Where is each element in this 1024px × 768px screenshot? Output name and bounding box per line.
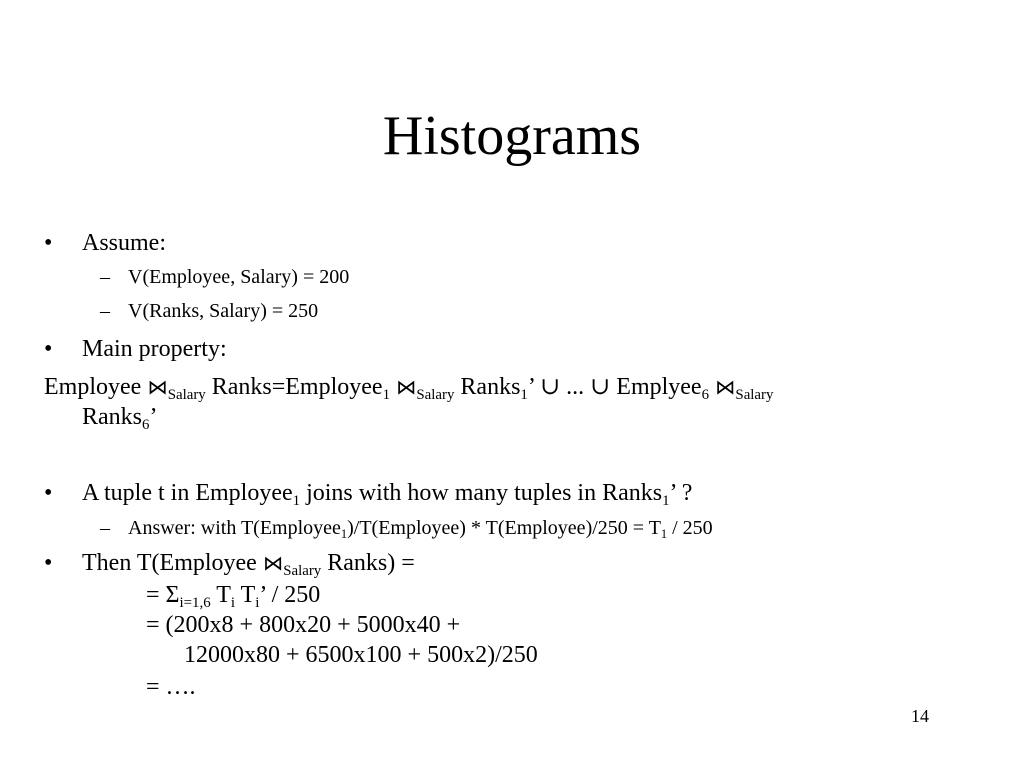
page-number: 14 bbox=[911, 706, 929, 726]
q-text: joins with how many tuples in Ranks bbox=[300, 480, 663, 506]
then-line-sum bbox=[146, 580, 320, 610]
a-text: Answer: with T(Employee bbox=[128, 517, 341, 539]
eq-text: Employee bbox=[44, 374, 142, 400]
assume-item-text: V(Ranks, Salary) = 250 bbox=[128, 300, 319, 322]
sum-part: T bbox=[235, 582, 256, 608]
eq-text: ... bbox=[566, 374, 585, 400]
q-sub: 1 bbox=[292, 492, 301, 509]
join-icon: ⋈ bbox=[715, 375, 736, 399]
bullet-icon: • bbox=[44, 550, 53, 576]
dash-icon: – bbox=[100, 266, 110, 288]
sigma-icon: Σ bbox=[165, 582, 180, 608]
sum-sub: i bbox=[255, 594, 260, 611]
q-text: ’ ? bbox=[669, 480, 693, 506]
then-part: Then T(Employee bbox=[82, 550, 263, 576]
tuple-question-text bbox=[82, 478, 692, 508]
join-icon: ⋈ bbox=[396, 375, 417, 399]
sum-part: = bbox=[146, 582, 166, 608]
eq-text: Ranks=Employee bbox=[211, 374, 383, 400]
a-text: )/T(Employee) * T(Employee)/250 = T bbox=[347, 517, 661, 539]
slide-title: Histograms bbox=[382, 105, 642, 167]
union-icon: ∪ bbox=[540, 374, 561, 400]
answer-text bbox=[128, 515, 713, 541]
a-text: / 250 bbox=[667, 517, 713, 539]
join-icon: ⋈ bbox=[147, 375, 168, 399]
main-property-label: Main property: bbox=[82, 336, 227, 362]
then-part: Ranks) = bbox=[321, 550, 415, 576]
then-line-expansion: = (200x8 + 800x20 + 5000x40 + bbox=[146, 612, 461, 638]
bullet-icon: • bbox=[44, 230, 53, 256]
eq-text: Ranks bbox=[82, 404, 142, 430]
then-line-result: = …. bbox=[146, 674, 196, 700]
eq-sub: 6 bbox=[142, 416, 150, 433]
bullet-icon: • bbox=[44, 480, 53, 506]
assume-item-text: V(Employee, Salary) = 200 bbox=[128, 266, 350, 288]
eq-text: ’ bbox=[527, 374, 535, 400]
eq-sub: 6 bbox=[701, 386, 710, 403]
eq-sub: Salary bbox=[735, 386, 774, 403]
then-line-expansion-cont: 12000x80 + 6500x100 + 500x2)/250 bbox=[184, 642, 538, 668]
sum-sub: i bbox=[230, 594, 236, 611]
eq-sub: 1 bbox=[520, 386, 528, 403]
eq-text: Ranks bbox=[460, 374, 521, 400]
main-property-equation-cont bbox=[82, 402, 157, 432]
eq-text: Emplyee bbox=[616, 374, 702, 400]
join-icon: ⋈ bbox=[262, 551, 284, 575]
a-sub: 1 bbox=[340, 526, 348, 541]
union-icon: ∪ bbox=[590, 374, 611, 400]
eq-text: ’ bbox=[149, 404, 158, 430]
dash-icon: – bbox=[100, 300, 110, 322]
eq-sub: 1 bbox=[382, 386, 390, 403]
assume-label: Assume: bbox=[82, 230, 166, 256]
dash-icon: – bbox=[100, 517, 110, 539]
then-sub: Salary bbox=[283, 562, 322, 579]
eq-sub: Salary bbox=[416, 386, 455, 403]
sum-part: ’ / 250 bbox=[259, 582, 321, 608]
eq-sub: Salary bbox=[167, 386, 206, 403]
a-sub: 1 bbox=[660, 526, 668, 541]
bullet-icon: • bbox=[44, 336, 53, 362]
main-property-equation bbox=[44, 372, 773, 402]
sum-sub: i=1,6 bbox=[179, 594, 211, 611]
then-text bbox=[82, 548, 415, 578]
q-sub: 1 bbox=[662, 492, 670, 509]
q-text: A tuple t in Employee bbox=[82, 480, 293, 506]
sum-part: T bbox=[210, 582, 231, 608]
